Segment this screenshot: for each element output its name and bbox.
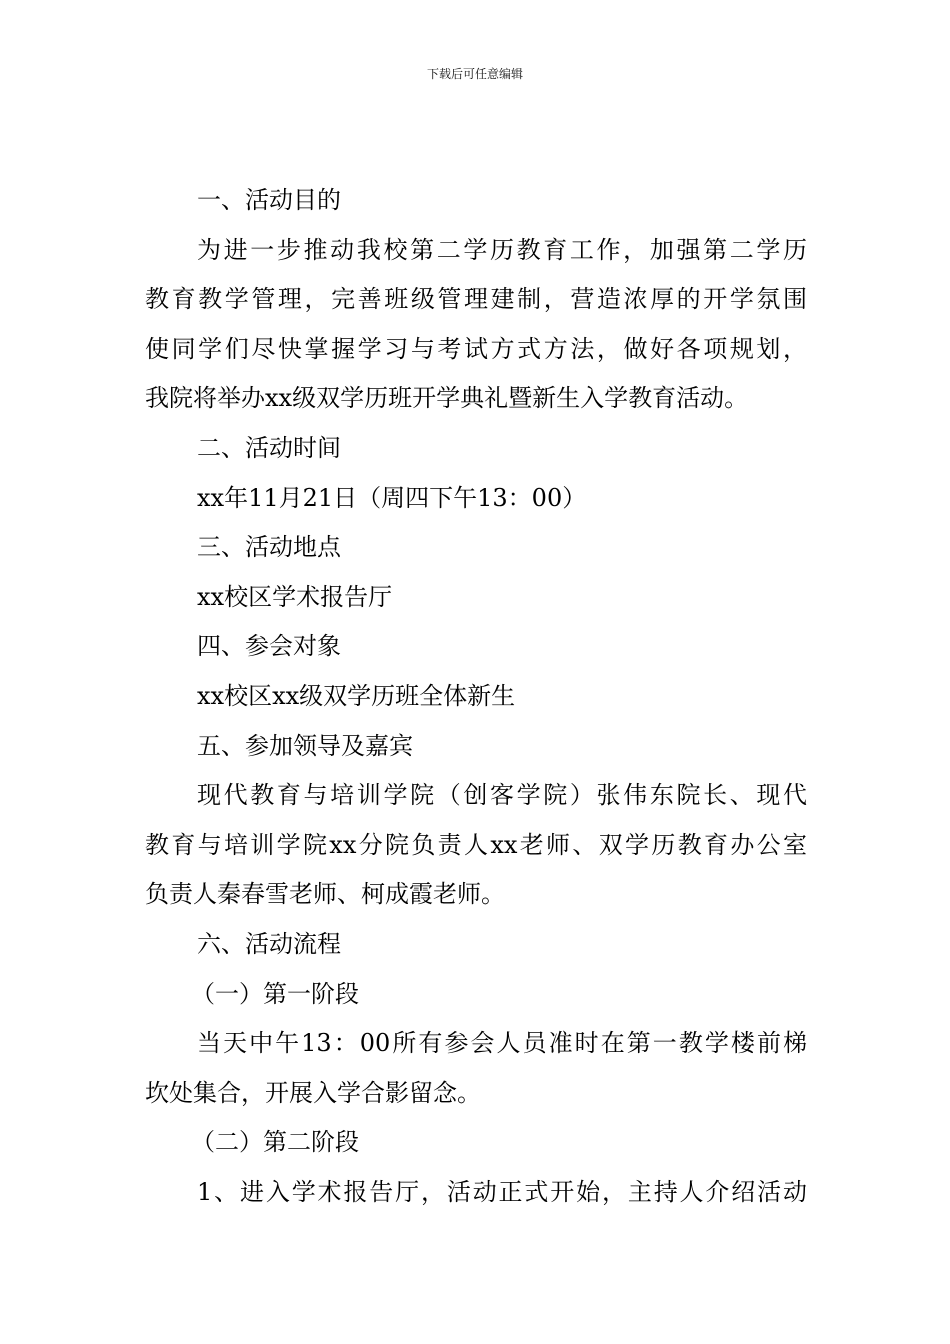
paragraph-line: 现代教育与培训学院（创客学院）张伟东院长、现代 [197,781,807,810]
event-date: xx年11月21日（周四下午13：00） [197,483,587,512]
paragraph-line: 1、进入学术报告厅，活动正式开始，主持人介绍活动 [197,1177,807,1206]
paragraph-line: 坎处集合，开展入学合影留念。 [145,1078,481,1107]
section-heading-location: 三、活动地点 [197,533,341,562]
section-heading-guests: 五、参加领导及嘉宾 [197,731,413,760]
section-heading-process: 六、活动流程 [197,929,341,958]
subsection-heading-stage-two: （二）第二阶段 [191,1128,359,1157]
section-heading-purpose: 一、活动目的 [197,186,341,214]
paragraph-line: 教育教学管理，完善班级管理建制，营造浓厚的开学氛围 [145,285,807,314]
event-attendees: xx校区xx级双学历班全体新生 [197,681,516,710]
paragraph-line: 教育与培训学院xx分院负责人xx老师、双学历教育办公室 [145,830,807,859]
section-heading-time: 二、活动时间 [197,433,341,462]
paragraph-line: 当天中午13：00所有参会人员准时在第一教学楼前梯 [197,1029,807,1058]
paragraph-line: 我院将举办xx级双学历班开学典礼暨新生入学教育活动。 [145,384,749,413]
document-body [145,176,807,1217]
event-location: xx校区学术报告厅 [197,582,393,611]
paragraph-line: 为进一步推动我校第二学历教育工作，加强第二学历 [197,235,807,264]
paragraph-line: 使同学们尽快掌握学习与考试方式方法，做好各项规划， [145,334,807,363]
subsection-heading-stage-one: （一）第一阶段 [191,979,359,1008]
page-header: 下载后可任意编辑 [426,67,523,81]
section-heading-attendees: 四、参会对象 [197,632,341,661]
paragraph-line: 负责人秦春雪老师、柯成霞老师。 [145,880,505,909]
